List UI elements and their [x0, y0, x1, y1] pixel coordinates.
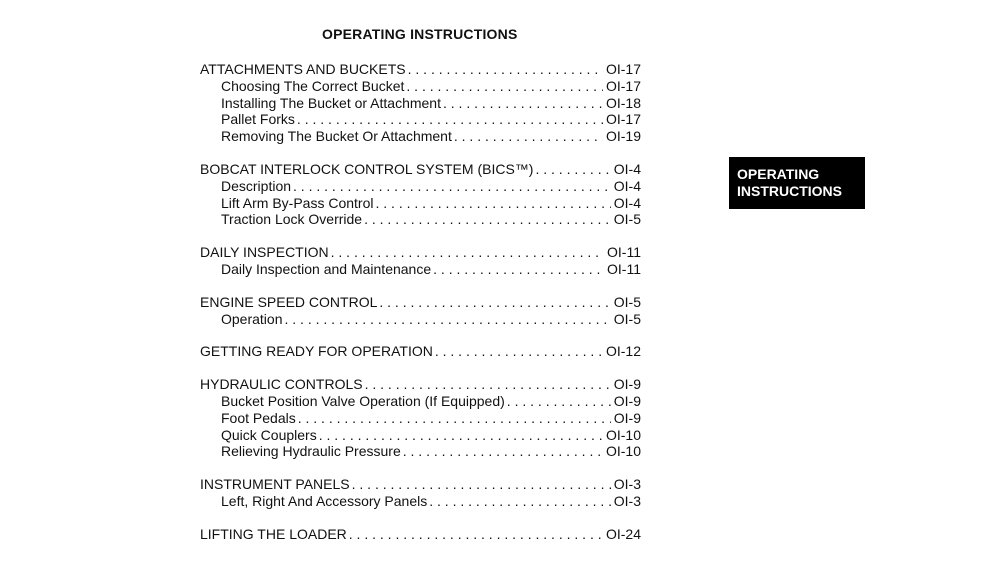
entry-title: Traction Lock Override: [221, 211, 363, 228]
section-tab-label: [729, 157, 865, 209]
dot-leader: [365, 376, 611, 393]
toc-subentry[interactable]: [200, 78, 641, 95]
entry-title: Relieving Hydraulic Pressure: [221, 443, 401, 460]
toc-section-lifting-loader: [200, 526, 641, 543]
toc-subentry[interactable]: [200, 410, 641, 427]
toc-heading[interactable]: [200, 244, 641, 261]
entry-title: BOBCAT INTERLOCK CONTROL SYSTEM (BICS™): [200, 160, 534, 177]
entry-page-number: OI-12: [605, 343, 641, 360]
dot-leader: [376, 195, 611, 212]
entry-page-number: OI-9: [613, 409, 641, 426]
entry-title: DAILY INSPECTION: [200, 244, 329, 261]
toc-section-engine-speed: [200, 294, 641, 328]
entry-page-number: OI-4: [613, 160, 641, 177]
toc-section-attachments: [200, 61, 641, 145]
dot-leader: [349, 526, 603, 543]
entry-title: INSTRUMENT PANELS: [200, 476, 350, 493]
entry-title: Operation: [221, 310, 283, 327]
dot-leader: [507, 393, 611, 410]
toc-subentry[interactable]: [200, 128, 641, 145]
toc-heading[interactable]: [200, 161, 641, 178]
entry-page-number: OI-10: [605, 426, 641, 443]
toc-heading[interactable]: [200, 526, 641, 543]
dot-leader: [297, 111, 603, 128]
entry-page-number: OI-3: [613, 476, 641, 493]
toc-subentry[interactable]: [200, 211, 641, 228]
entry-page-number: OI-3: [613, 492, 641, 509]
entry-title: ATTACHMENTS AND BUCKETS: [200, 61, 406, 77]
toc-subentry[interactable]: [200, 311, 641, 328]
entry-title: Installing The Bucket or Attachment: [221, 94, 441, 111]
entry-title: Choosing The Correct Bucket: [221, 77, 405, 94]
entry-page-number: OI-17: [605, 77, 641, 94]
entry-title: Bucket Position Valve Operation (If Equipped): [221, 392, 505, 409]
section-tab-line-1: OPERATING: [737, 166, 820, 182]
entry-page-number: OI-17: [605, 111, 641, 128]
dot-leader: [408, 61, 603, 78]
toc-subentry[interactable]: [200, 111, 641, 128]
toc-heading[interactable]: [200, 376, 641, 393]
toc-subentry[interactable]: [200, 443, 641, 460]
dot-leader: [443, 95, 603, 112]
entry-page-number: OI-11: [607, 244, 641, 261]
dot-leader: [364, 211, 611, 228]
entry-page-number: OI-19: [605, 128, 641, 145]
toc-section-getting-ready: [200, 343, 641, 360]
toc-section-instrument-panels: [200, 476, 641, 510]
entry-title: Lift Arm By-Pass Control: [221, 194, 374, 211]
toc-subentry[interactable]: [200, 493, 641, 510]
entry-title: Removing The Bucket Or Attachment: [221, 128, 452, 145]
dot-leader: [331, 244, 604, 261]
entry-title: HYDRAULIC CONTROLS: [200, 376, 363, 393]
dot-leader: [403, 443, 603, 460]
entry-title: Description: [221, 177, 292, 194]
table-of-contents: [200, 61, 641, 559]
dot-leader: [298, 410, 611, 427]
entry-title: Foot Pedals: [221, 409, 296, 426]
dot-leader: [406, 78, 603, 95]
toc-heading[interactable]: [200, 61, 641, 78]
entry-title: Quick Couplers: [221, 426, 317, 443]
entry-title: Pallet Forks: [221, 111, 295, 128]
entry-page-number: OI-5: [613, 310, 641, 327]
entry-title: Left, Right And Accessory Panels: [221, 492, 428, 509]
dot-leader: [435, 343, 603, 360]
entry-page-number: OI-4: [613, 194, 641, 211]
entry-page-number: OI-10: [605, 443, 641, 460]
toc-subentry[interactable]: [200, 95, 641, 112]
entry-page-number: OI-18: [605, 94, 641, 111]
entry-page-number: OI-5: [613, 293, 641, 310]
toc-heading[interactable]: [200, 476, 641, 493]
entry-page-number: OI-4: [613, 177, 641, 194]
entry-page-number: OI-11: [607, 260, 641, 277]
dot-leader: [433, 261, 604, 278]
entry-page-number: OI-9: [613, 392, 641, 409]
page-title: OPERATING INSTRUCTIONS: [322, 26, 518, 42]
entry-page-number: OI-24: [605, 525, 641, 542]
toc-heading[interactable]: [200, 343, 641, 360]
dot-leader: [352, 476, 611, 493]
dot-leader: [379, 294, 610, 311]
toc-subentry[interactable]: [200, 261, 641, 278]
section-tab-line-2: INSTRUCTIONS: [737, 183, 842, 199]
entry-title: LIFTING THE LOADER: [200, 525, 347, 542]
entry-title: GETTING READY FOR OPERATION: [200, 343, 433, 360]
dot-leader: [293, 178, 611, 195]
dot-leader: [319, 427, 603, 444]
dot-leader: [535, 161, 610, 178]
dot-leader: [284, 311, 610, 328]
toc-subentry[interactable]: [200, 427, 641, 444]
toc-subentry[interactable]: [200, 195, 641, 212]
toc-heading[interactable]: [200, 294, 641, 311]
entry-page-number: OI-9: [613, 376, 641, 393]
entry-page-number: OI-17: [605, 61, 641, 77]
toc-subentry[interactable]: [200, 393, 641, 410]
entry-page-number: OI-5: [613, 211, 641, 228]
toc-section-hydraulic-controls: [200, 376, 641, 460]
dot-leader: [454, 128, 603, 145]
entry-title: Daily Inspection and Maintenance: [221, 260, 432, 277]
dot-leader: [429, 493, 611, 510]
entry-title: ENGINE SPEED CONTROL: [200, 293, 378, 310]
toc-subentry[interactable]: [200, 178, 641, 195]
toc-section-bics: [200, 161, 641, 228]
toc-section-daily-inspection: [200, 244, 641, 278]
